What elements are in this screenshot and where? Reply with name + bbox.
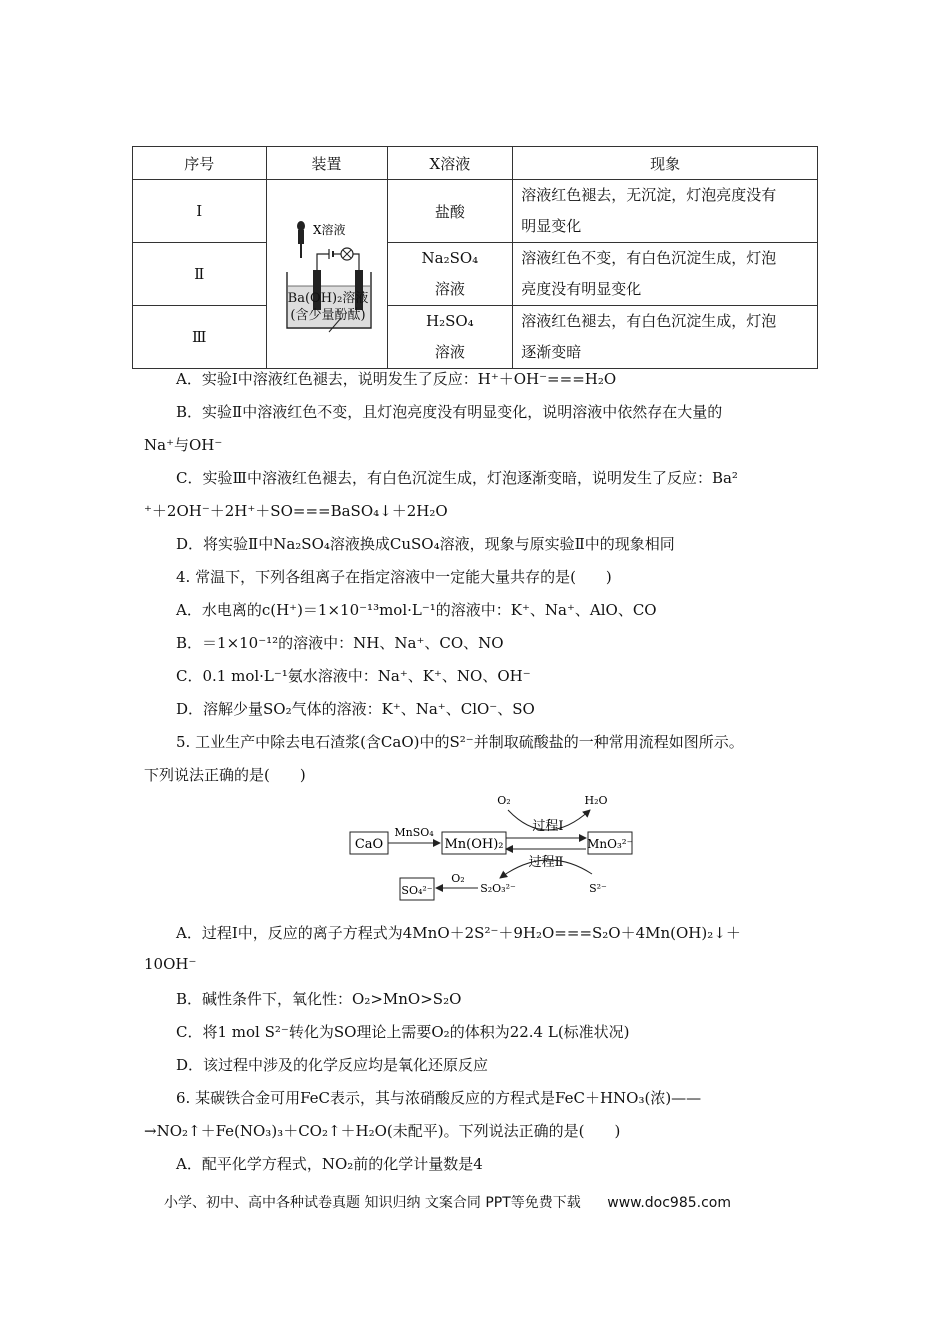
option-3a: A．实验Ⅰ中溶液红色褪去，说明发生了反应：H⁺＋OH⁻===H₂O — [176, 370, 617, 388]
solution-note: (含少量酚酞) — [290, 308, 366, 323]
row-x-solution: Na₂SO₄ 溶液 — [387, 243, 513, 306]
option-5c: C．将1 mol S²⁻转化为SO理论上需要O₂的体积为22.4 L(标准状况) — [176, 1023, 630, 1041]
row-phenomenon: 溶液红色不变，有白色沉淀生成，灯泡 亮度没有明显变化 — [513, 243, 818, 306]
row-phenomenon: 溶液红色褪去，有白色沉淀生成，灯泡 逐渐变暗 — [513, 306, 818, 369]
option-3b-cont: Na⁺与OH⁻ — [144, 436, 223, 454]
option-3c: C．实验Ⅲ中溶液红色褪去，有白色沉淀生成，灯泡逐渐变暗，说明发生了反应：Ba² — [176, 469, 738, 487]
mno3-label: MnO₃²⁻ — [587, 837, 633, 851]
option-5d: D．该过程中涉及的化学反应均是氧化还原反应 — [176, 1056, 489, 1074]
table-row — [133, 243, 818, 306]
process-2-label: 过程Ⅱ — [528, 855, 564, 870]
s2o3-label: S₂O₃²⁻ — [480, 882, 516, 895]
process-flow-diagram — [340, 788, 640, 913]
table-row — [133, 306, 818, 369]
row-index: Ⅰ — [133, 180, 267, 243]
cao-label: CaO — [354, 837, 384, 852]
solution-label: Ba(OH)₂溶液 — [287, 291, 369, 306]
option-6a: A．配平化学方程式，NO₂前的化学计量数是4 — [176, 1155, 483, 1173]
so4-label: SO₄²⁻ — [401, 884, 433, 897]
option-3d: D．将实验Ⅱ中Na₂SO₄溶液换成CuSO₄溶液，现象与原实验Ⅱ中的现象相同 — [176, 535, 675, 553]
x-solution-label: X溶液 — [312, 223, 346, 237]
header-phenomenon: 现象 — [513, 147, 818, 180]
row-x-solution: 盐酸 — [387, 180, 513, 243]
question-4: 4. 常温下，下列各组离子在指定溶液中一定能大量共存的是( ) — [176, 568, 612, 586]
option-4d: D．溶解少量SO₂气体的溶液：K⁺、Na⁺、ClO⁻、SO — [176, 700, 535, 718]
h2o-label: H₂O — [584, 794, 608, 807]
apparatus-labels — [268, 290, 388, 324]
table-header-row — [133, 147, 818, 180]
option-5a-cont: 10OH⁻ — [144, 955, 197, 973]
option-5a: A．过程Ⅰ中，反应的离子方程式为4MnO＋2S²⁻＋9H₂O===S₂O＋4Mn(OH)₂↓＋ — [176, 924, 741, 942]
question-6-cont: →NO₂↑＋Fe(NO₃)₃＋CO₂↑＋H₂O(未配平)。下列说法正确的是( ) — [144, 1122, 621, 1140]
experiment-table — [132, 146, 818, 369]
apparatus-cell — [266, 180, 387, 369]
option-3b: B．实验Ⅱ中溶液红色不变，且灯泡亮度没有明显变化，说明溶液中依然存在大量的 — [176, 403, 723, 421]
question-5: 5. 工业生产中除去电石渣浆(含CaO)中的S²⁻并制取硫酸盐的一种常用流程如图所示。 — [176, 733, 744, 751]
process-1-label: 过程Ⅰ — [532, 819, 564, 834]
s2-label: S²⁻ — [589, 882, 607, 895]
option-3c-cont: ⁺＋2OH⁻＋2H⁺＋SO===BaSO₄↓＋2H₂O — [144, 502, 448, 520]
row-x-solution: H₂SO₄ 溶液 — [387, 306, 513, 369]
option-4b: B．＝1×10⁻¹²的溶液中：NH、Na⁺、CO、NO — [176, 634, 504, 652]
row-phenomenon: 溶液红色褪去，无沉淀，灯泡亮度没有 明显变化 — [513, 180, 818, 243]
header-x-solution: X溶液 — [387, 147, 513, 180]
apparatus-diagram — [267, 192, 387, 352]
footer-text: 小学、初中、高中各种试卷真题 知识归纳 文案合同 PPT等免费下载 — [164, 1195, 581, 1211]
header-index: 序号 — [133, 147, 267, 180]
option-4c: C．0.1 mol·L⁻¹氨水溶液中：Na⁺、K⁺、NO、OH⁻ — [176, 667, 531, 685]
o2-bottom-label: O₂ — [451, 872, 465, 885]
option-4a: A．水电离的c(H⁺)＝1×10⁻¹³mol·L⁻¹的溶液中：K⁺、Na⁺、AlO、CO — [176, 601, 657, 619]
mnoh2-label: Mn(OH)₂ — [444, 837, 504, 852]
header-apparatus: 装置 — [266, 147, 387, 180]
row-index: Ⅲ — [133, 306, 267, 369]
option-5b: B．碱性条件下，氧化性：O₂>MnO>S₂O — [176, 990, 462, 1008]
question-6: 6. 某碳铁合金可用FeC表示，其与浓硝酸反应的方程式是FeC＋HNO₃(浓)—— — [176, 1089, 702, 1107]
page-footer — [164, 1192, 731, 1212]
row-index: Ⅱ — [133, 243, 267, 306]
o2-top-label: O₂ — [497, 794, 511, 807]
question-5-cont: 下列说法正确的是( ) — [144, 766, 306, 784]
table-row — [133, 180, 818, 243]
footer-site-link[interactable]: www.doc985.com — [607, 1195, 731, 1211]
mnso4-label: MnSO₄ — [394, 826, 434, 839]
